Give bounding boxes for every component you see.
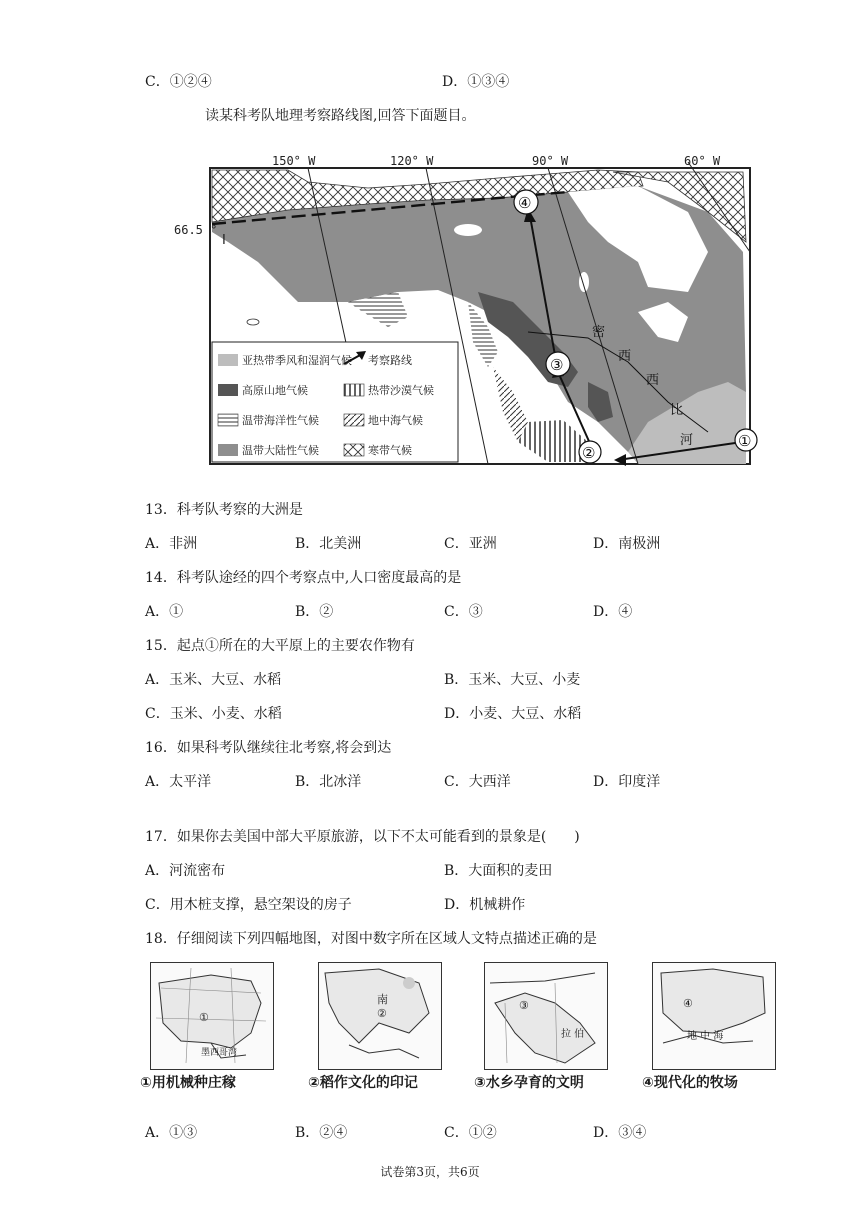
thumbnail-map-1	[140, 962, 274, 1092]
lon-label: 120° W	[390, 154, 434, 168]
route-point-1: ①	[738, 432, 752, 450]
route-point-4: ④	[518, 194, 532, 212]
intro-text: 读某科考队地理考察路线图,回答下面题目。	[205, 108, 476, 124]
thumbnail-map-3	[474, 962, 608, 1092]
question-14: 14．科考队途经的四个考察点中,人口密度最高的是	[145, 570, 462, 586]
q13-option-a[interactable]: A．非洲	[145, 536, 198, 552]
lon-label: 150° W	[272, 154, 316, 168]
question-16: 16．如果科考队继续往北考察,将会到达	[145, 740, 392, 756]
q18-option-d[interactable]: D．③④	[593, 1125, 647, 1141]
lat-label: 66.5 °	[174, 223, 218, 237]
q18-option-b[interactable]: B．②④	[295, 1125, 348, 1141]
legend-label: 亚热带季风和湿润气候	[242, 354, 352, 367]
q13-option-c[interactable]: C．亚洲	[444, 536, 497, 552]
legend-label: 温带大陆性气候	[242, 444, 319, 457]
thumb2-marker: 南	[377, 993, 388, 1006]
legend-label: 热带沙漠气候	[368, 384, 434, 397]
option-c-prev: C．①②④	[145, 74, 212, 90]
river-char: 河	[680, 433, 694, 448]
thumb4-marker: ④	[683, 997, 693, 1010]
legend-label: 寒带气候	[368, 444, 412, 457]
page-footer: 试卷第3页，共6页	[380, 1165, 480, 1179]
route-map	[168, 152, 760, 470]
thumb3-caption: ③水乡孕育的文明	[474, 1075, 584, 1091]
q17-option-a[interactable]: A．河流密布	[145, 863, 226, 879]
river-char: 比	[670, 403, 684, 418]
lon-label: 60° W	[684, 154, 721, 168]
q16-option-d[interactable]: D．印度洋	[593, 774, 661, 790]
river-char: 密	[592, 325, 606, 340]
q14-option-c[interactable]: C．③	[444, 604, 483, 620]
q13-option-d[interactable]: D．南极洲	[593, 536, 661, 552]
legend-label: 考察路线	[368, 354, 412, 367]
legend-label: 高原山地气候	[242, 384, 308, 397]
q14-option-a[interactable]: A．①	[145, 604, 184, 620]
thumb1-marker: ①	[199, 1011, 209, 1024]
legend-label: 地中海气候	[368, 414, 423, 427]
question-17: 17．如果你去美国中部大平原旅游，以下不太可能看到的景象是( )	[145, 829, 580, 845]
q15-option-c[interactable]: C．玉米、小麦、水稻	[145, 706, 282, 722]
route-point-2: ②	[582, 444, 596, 462]
q15-option-b[interactable]: B．玉米、大豆、小麦	[444, 672, 581, 688]
thumbnail-map-4	[642, 962, 776, 1092]
q14-option-d[interactable]: D．④	[593, 604, 633, 620]
q14-option-b[interactable]: B．②	[295, 604, 334, 620]
question-15: 15．起点①所在的大平原上的主要农作物有	[145, 638, 415, 654]
q16-option-c[interactable]: C．大西洋	[444, 774, 511, 790]
thumb2-label: ②	[377, 1007, 387, 1020]
roman-label: I	[222, 233, 226, 248]
q17-option-c[interactable]: C．用木桩支撑，悬空架设的房子	[145, 897, 352, 913]
question-13: 13．科考队考察的大洲是	[145, 502, 303, 518]
route-point-3: ③	[550, 356, 564, 374]
thumb2-caption: ②稻作文化的印记	[308, 1075, 418, 1091]
q15-option-a[interactable]: A．玉米、大豆、水稻	[145, 672, 282, 688]
q17-option-b[interactable]: B．大面积的麦田	[444, 863, 553, 879]
thumb3-marker: ③	[519, 999, 529, 1012]
lon-label: 90° W	[532, 154, 569, 168]
q15-option-d[interactable]: D．小麦、大豆、水稻	[444, 706, 582, 722]
thumbnail-map-2	[308, 962, 442, 1092]
q13-option-b[interactable]: B．北美洲	[295, 536, 362, 552]
q16-option-b[interactable]: B．北冰洋	[295, 774, 362, 790]
thumb4-caption: ④现代化的牧场	[642, 1075, 738, 1091]
question-18: 18．仔细阅读下列四幅地图，对图中数字所在区域人文特点描述正确的是	[145, 931, 597, 947]
river-char: 西	[618, 349, 632, 364]
thumb3-label: 拉 伯	[561, 1029, 585, 1040]
thumb1-label: 墨西哥湾	[201, 1048, 238, 1058]
q18-option-c[interactable]: C．①②	[444, 1125, 497, 1141]
thumb1-caption: ①用机械种庄稼	[140, 1075, 236, 1091]
q16-option-a[interactable]: A．太平洋	[145, 774, 212, 790]
river-char: 西	[646, 373, 660, 388]
option-d-prev: D．①③④	[442, 74, 510, 90]
legend-label: 温带海洋性气候	[242, 414, 319, 427]
q17-option-d[interactable]: D．机械耕作	[444, 897, 526, 913]
q18-option-a[interactable]: A．①③	[145, 1125, 198, 1141]
thumb4-label: 地 中 海	[687, 1031, 724, 1042]
